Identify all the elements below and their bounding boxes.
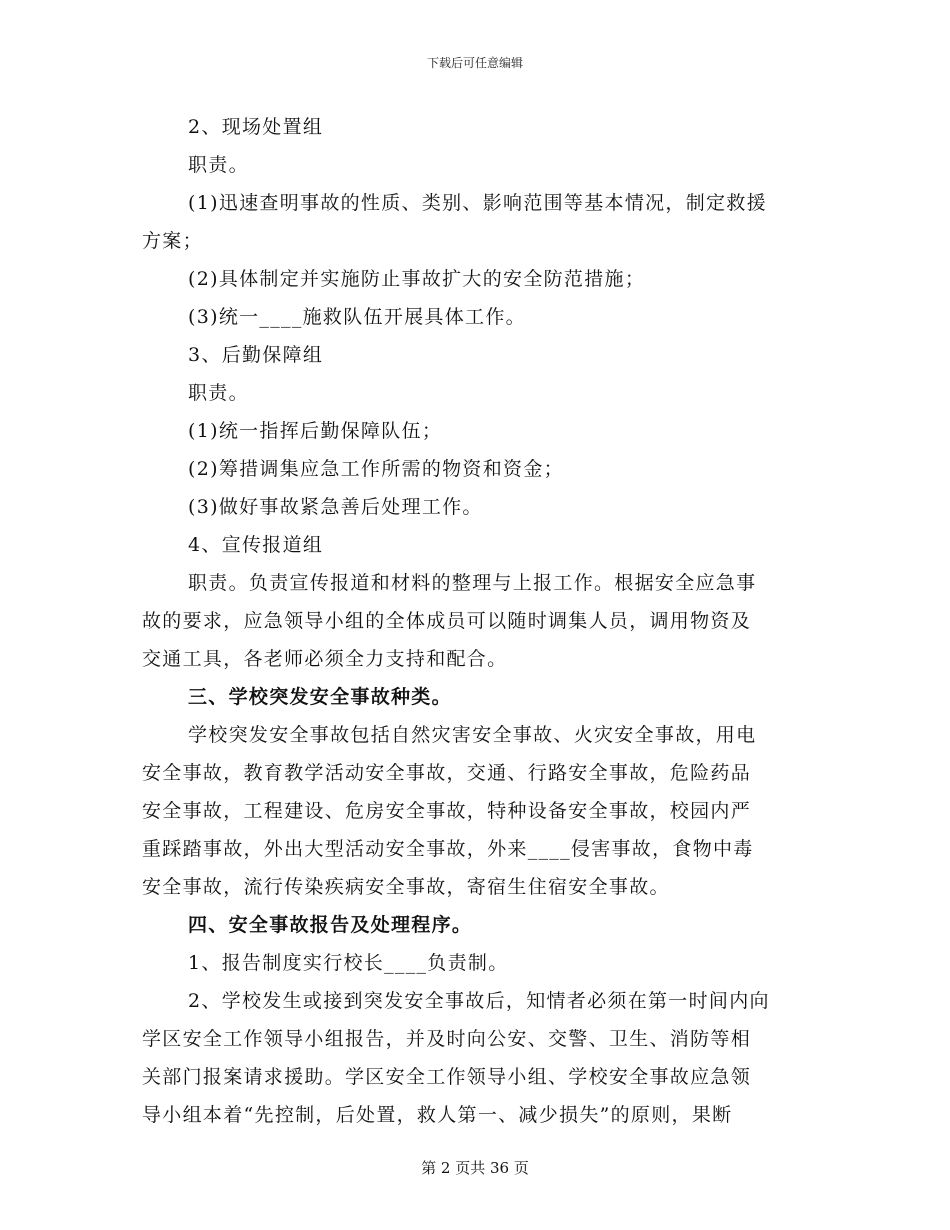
text-line: 1、报告制度实行校长____负责制。 [188, 952, 509, 974]
page-footer: 第 2 页共 36 页 [421, 1159, 529, 1177]
text-line: 2、学校发生或接到突发安全事故后，知情者必须在第一时间内向 [188, 990, 770, 1012]
text-line: 学区安全工作领导小组报告，并及时向公安、交警、卫生、消防等相 [142, 1028, 752, 1050]
text-line: (1)迅速查明事故的性质、类别、影响范围等基本情况，制定救援 [188, 192, 767, 214]
section-heading: 四、安全事故报告及处理程序。 [188, 914, 473, 936]
text-line: 2、现场处置组 [188, 116, 324, 138]
text-line: 交通工具，各老师必须全力支持和配合。 [142, 648, 508, 670]
text-line: 重踩踏事故，外出大型活动安全事故，外来____侵害事故，食物中毒 [142, 838, 754, 860]
text-line: 方案； [142, 230, 203, 252]
text-line: 关部门报案请求援助。学区安全工作领导小组、学校安全事故应急领 [142, 1066, 752, 1088]
text-line: (1)统一指挥后勤保障队伍； [188, 420, 443, 442]
section-heading: 三、学校突发安全事故种类。 [188, 686, 452, 708]
text-line: (2)筹措调集应急工作所需的物资和资金； [188, 458, 564, 480]
text-line: 4、宣传报道组 [188, 534, 324, 556]
text-line: 安全事故，流行传染疾病安全事故，寄宿生住宿安全事故。 [142, 876, 670, 898]
text-line: 职责。 [188, 154, 249, 176]
text-line: (2)具体制定并实施防止事故扩大的安全防范措施； [188, 268, 646, 290]
text-line: 职责。 [188, 382, 249, 404]
text-line: 导小组本着“先控制，后处置，救人第一、减少损失”的原则，果断 [142, 1104, 733, 1126]
text-line: (3)做好事故紧急善后处理工作。 [188, 496, 483, 518]
text-line: 3、后勤保障组 [188, 344, 324, 366]
text-line: 安全事故，工程建设、危房安全事故，特种设备安全事故，校园内严 [142, 800, 752, 822]
text-line: 学校突发安全事故包括自然灾害安全事故、火灾安全事故，用电 [188, 724, 757, 746]
page-header: 下载后可任意编辑 [426, 56, 523, 70]
text-line: 安全事故，教育教学活动安全事故，交通、行路安全事故，危险药品 [142, 762, 752, 784]
text-line: (3)统一____施救队伍开展具体工作。 [188, 306, 526, 328]
text-line: 故的要求，应急领导小组的全体成员可以随时调集人员，调用物资及 [142, 610, 752, 632]
text-line: 职责。负责宣传报道和材料的整理与上报工作。根据安全应急事 [188, 572, 757, 594]
